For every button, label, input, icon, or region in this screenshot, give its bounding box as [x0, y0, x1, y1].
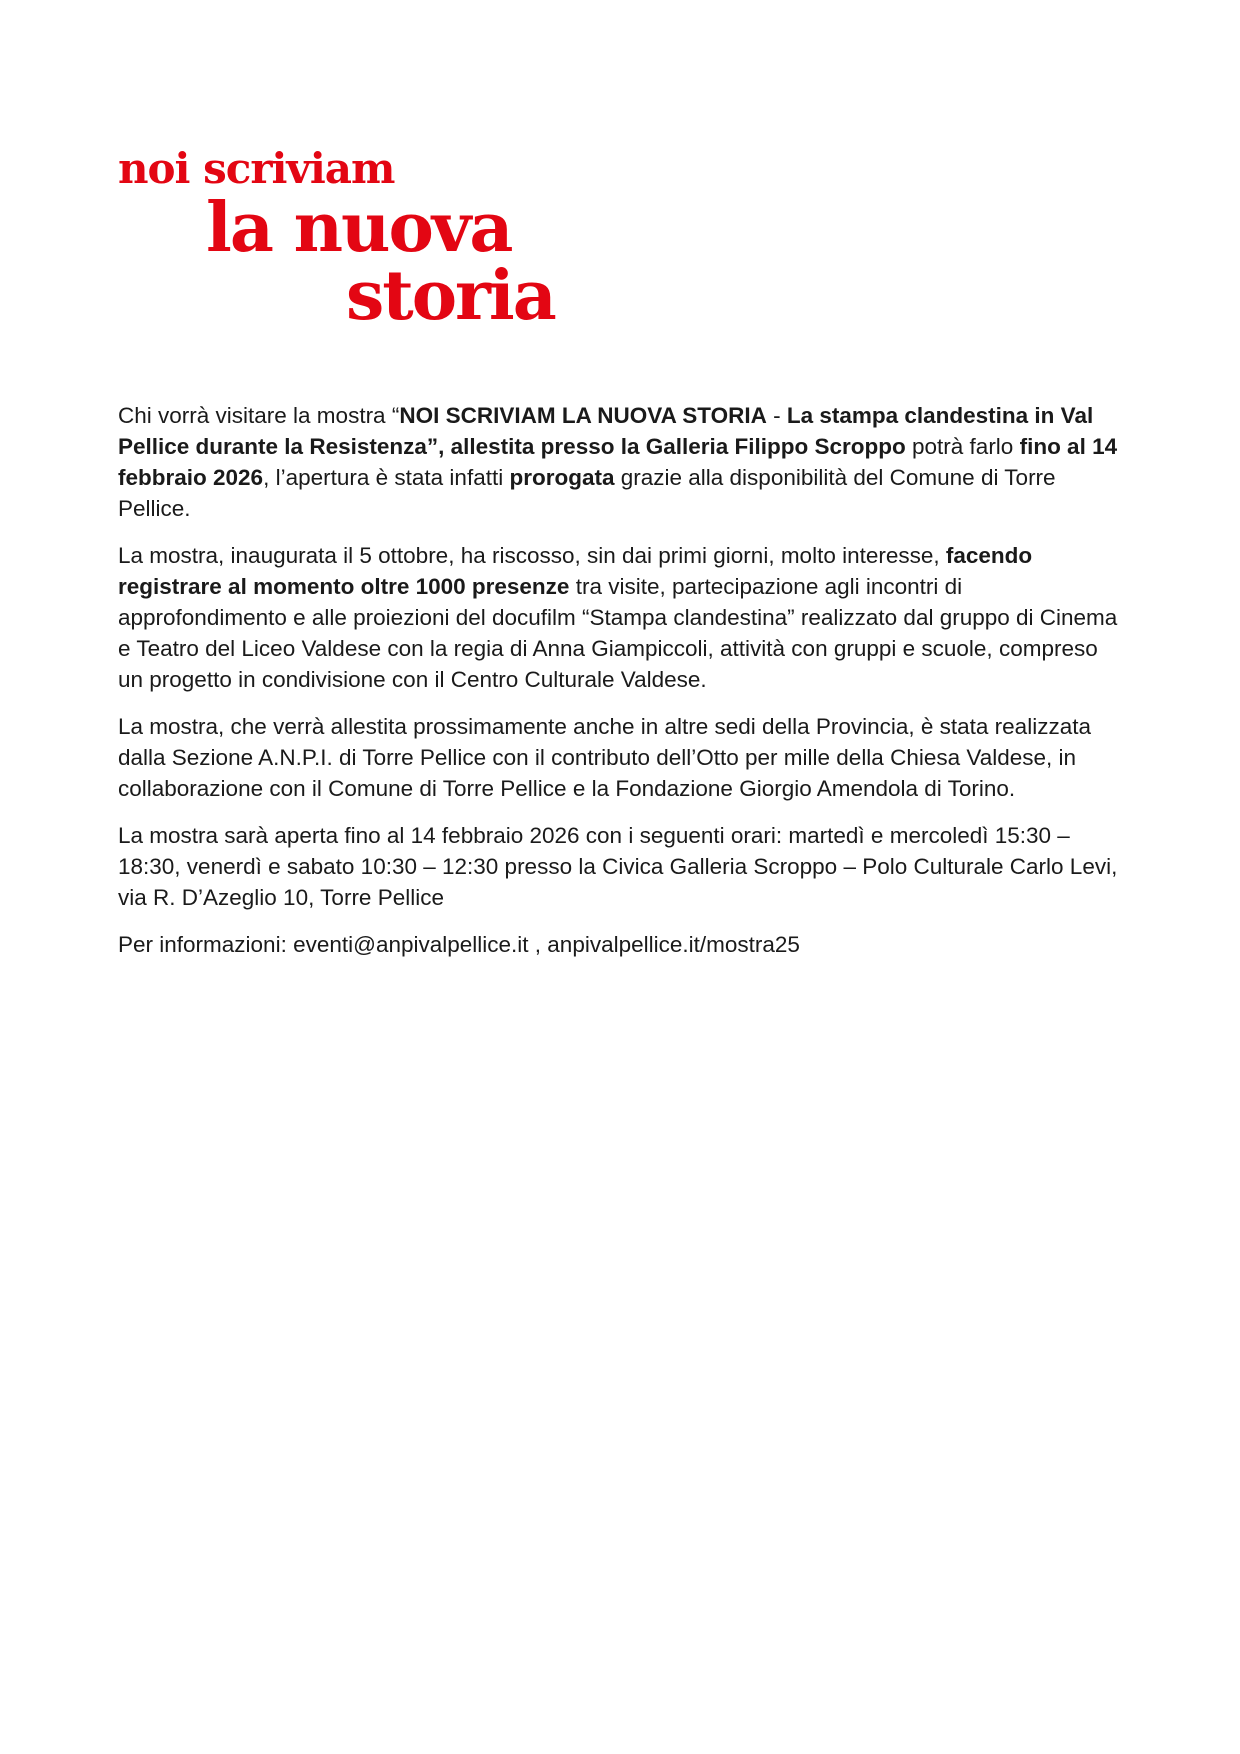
paragraph-contact-info: Per informazioni: eventi@anpivalpellice.it , anpivalpellice.it/mostra25 — [118, 932, 800, 957]
text-span: La mostra, inaugurata il 5 ottobre, ha riscosso, sin dai primi giorni, molto interesse, — [118, 543, 946, 568]
paragraph-intro — [118, 400, 1128, 524]
press-release-body — [118, 400, 1128, 976]
exhibition-logo — [118, 140, 678, 340]
paragraph-opening-hours: La mostra sarà aperta fino al 14 febbraio 2026 con i seguenti orari: martedì e mercoledì 15:30 – 18:30, venerdì e sabato 10:30 – 12:30 presso la Civica Galleria Scroppo – Polo Culturale Carlo Levi, via R. D’Azeglio 10, Torre Pellice — [118, 823, 1118, 910]
exhibition-title: NOI SCRIVIAM LA NUOVA STORIA — [399, 403, 767, 428]
exhibition-subtitle-location: La stampa clandestina in Val Pellice durante la Resistenza”, allestita presso la Galleria Filippo Scroppo — [118, 403, 1094, 459]
logo-line-2: la nuova — [206, 188, 512, 268]
end-date: fino al 14 febbraio 2026 — [118, 434, 1118, 490]
extended-word: prorogata — [509, 465, 615, 490]
logo-line-1: noi scriviam — [118, 144, 395, 193]
text-span: , l’apertura è stata infatti — [263, 465, 510, 490]
attendance-highlight: facendo registrare al momento oltre 1000 presenze — [118, 543, 1033, 599]
paragraph-organizers: La mostra, che verrà allestita prossimamente anche in altre sedi della Provincia, è stata realizzata dalla Sezione A.N.P.I. di Torre Pellice con il contributo dell’Otto per mille della Chiesa Valdese, in collaborazione con il Comune di Torre Pellice e la Fondazione Giorgio Amendola di Torino. — [118, 714, 1091, 801]
text-span: grazie alla disponibilità del Comune di Torre Pellice. — [118, 465, 1056, 521]
text-span: tra visite, partecipazione agli incontri di approfondimento e alle proiezioni del docufilm “Stampa clandestina” realizzato dal gruppo di Cinema e Teatro del Liceo Valdese con la regia di Anna Giampiccoli, attività con gruppi e scuole, compreso un progetto in condivisione con il Centro Culturale Valdese. — [118, 574, 1118, 692]
text-span: potrà farlo — [905, 434, 1020, 459]
logo-line-3: storia — [346, 256, 555, 336]
paragraph-attendance — [118, 540, 1128, 695]
text-span: - — [766, 403, 787, 428]
text-span: Chi vorrà visitare la mostra “ — [118, 403, 400, 428]
